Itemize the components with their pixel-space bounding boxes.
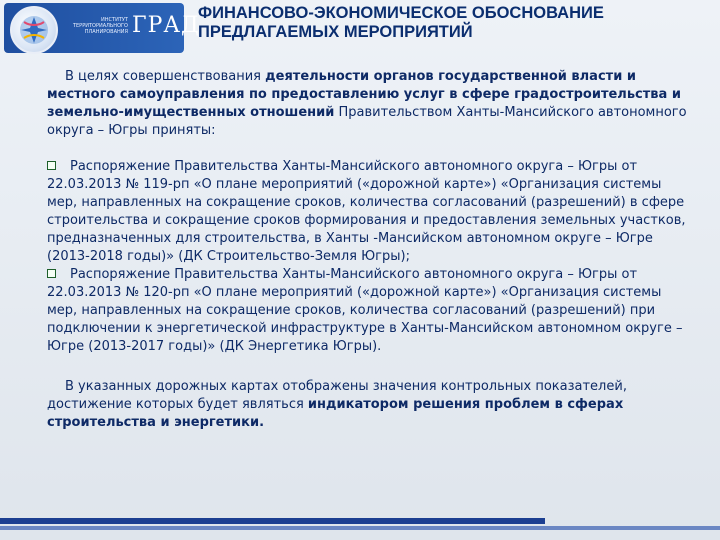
checkbox-bullet-icon (47, 161, 56, 170)
header (0, 0, 720, 56)
intro-paragraph (47, 68, 687, 140)
intro-bold: деятельности органов государственной власти и местного самоуправления по предоставлению услуг в сфере градостроительства и земельно-имущественных отношений (47, 69, 681, 120)
closing-lead: В указанных дорожных картах отображены значения контрольных показателей, достижение которых будет являться (47, 379, 627, 412)
title-line-1: ФИНАНСОВО-ЭКОНОМИЧЕСКОЕ ОБОСНОВАНИЕ (198, 4, 604, 22)
title-line-2: ПРЕДЛАГАЕМЫХ МЕРОПРИЯТИЙ (198, 23, 473, 41)
page-title (198, 4, 708, 42)
intro-rest: Правительством Ханты-Мансийского автономного округа – Югры приняты: (47, 105, 687, 138)
logo-brand: ГРАД (132, 13, 200, 38)
closing-paragraph (47, 378, 687, 432)
list-item-text: Распоряжение Правительства Ханты-Мансийского автономного округа – Югры от 22.03.2013 № 119-рп «О плане мероприятий («дорожной карте») «Организация системы мер, направленных на сокращение сроков, количества согласований (разрешений) в сфере строительства и сокращение сроков формирования и предоставления земельных участков, предназначенных для строительства, в Ханты -Мансийском автономном округе – Югре (2013-2018 годы)» (ДК Строительство-Земля Югры); (47, 159, 686, 264)
logo (4, 3, 200, 53)
list-item (47, 158, 687, 266)
list-item-text: Распоряжение Правительства Ханты-Мансийского автономного округа – Югры от 22.03.2013 № 120-рп «О плане мероприятий («дорожной карте») «Организация системы мер, направленных на сокращение сроков, количества согласований (разрешений) при подключении к энергетической инфраструктуре в Ханты-Мансийском автономном округе – Югре (2013-2017 годы)» (ДК Энергетика Югры). (47, 267, 683, 354)
logo-subtitle: ИНСТИТУТ ТЕРРИТОРИАЛЬНОГО ПЛАНИРОВАНИЯ (72, 17, 128, 35)
footer-line (0, 526, 720, 530)
main-content (47, 68, 687, 432)
footer-bar (0, 518, 545, 524)
checkbox-bullet-icon (47, 269, 56, 278)
globe-icon (10, 6, 58, 54)
list-item (47, 266, 687, 356)
intro-lead: В целях совершенствования (65, 69, 266, 84)
closing-bold: индикатором решения проблем в сферах строительства и энергетики. (47, 397, 624, 430)
